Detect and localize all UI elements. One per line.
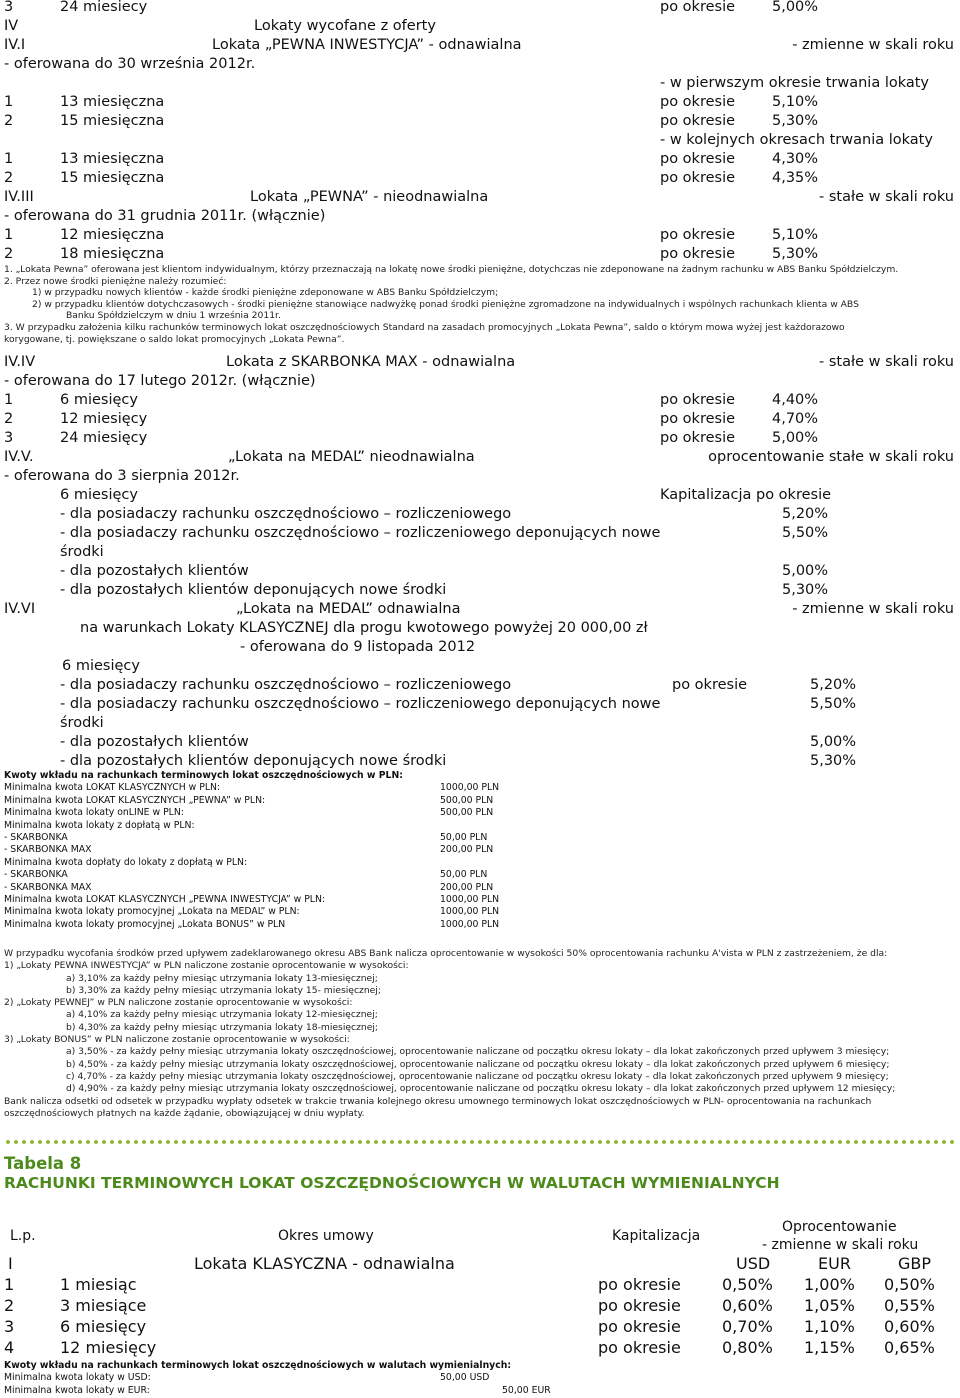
withdrawal-notes: W przypadku wycofania środków przed upływem zadeklarowanego okresu ABS Bank nalicza oprocentowanie w wysokości 50% oprocentowania rachunku A'vista w PLN z zastrzeżeniem, że dla: 1) „Lokaty PEWNA INWESTYCJA” w PLN naliczone zostanie oprocentowanie w wysokości: a) 3,10% za każdy pełny miesiąc utrzymania lokaty 13-miesięcznej; b) 3,30% za każdy pełny miesiąc utrzymania lokaty 15- miesięcznej; 2) „Lokaty PEWNEJ” w PLN naliczone zostanie oprocentowanie w wysokości: a) 4,10% za każdy pełny miesiąc utrzymania lokaty 12-miesięcznej; b) 4,30% za każdy pełny miesiąc utrzymania lokaty 18-miesięcznej; 3) „Lokaty BONUS” w PLN naliczone zostanie oprocentowanie w wysokości: a) 3,50% - za każdy pełny miesiąc utrzymania lokaty oszczędnościowej, oprocentowanie naliczane od początku okresu lokaty – dla lokat zakończonych przed upływem 3 miesięcy; b) 4,50% - za każdy pełny miesiąc utrzymania lokaty oszczędnościowej, oprocentowanie naliczane od początku okresu lokaty – dla lokat zakończonych przed upływem 6 miesięcy; c) 4,70% - za każdy pełny miesiąc utrzymania lokaty oszczędnościowej, oprocentowanie naliczane od początku okresu lokaty – dla lokat zakończonych przed upływem 9 miesięcy; d) 4,90% - za każdy pełny miesiąc utrzymania lokaty oszczędnościowej, oprocentowanie naliczane od początku okresu lokaty – dla lokat zakończonych przed upływem 12 miesięcy; Bank nalicza odsetki od odsetek w przypadku wypłaty odsetek w trakcie trwania kolejnego okresu umownego terminowych lokat oszczędnościowych w PLN- oprocentowania na rachunkach oszczędnościowych płatnych na każde żądanie, obowiązującej w dniu wypłaty.: [4, 948, 896, 1119]
rate-row: 2 15 miesięczna po okresie 5,30%: [4, 113, 819, 129]
rate-row: - dla posiadaczy rachunku oszczędnościowo – rozliczeniowego deponujących nowe 5,50%: [60, 525, 829, 541]
rate-row: - dla posiadaczy rachunku oszczędnościowo – rozliczeniowego po okresie 5,20%: [60, 677, 857, 693]
rate-row: środki: [60, 715, 104, 731]
rate-row: 2 12 miesięcy po okresie 4,70%: [4, 411, 819, 427]
header-lp: L.p.: [10, 1228, 36, 1244]
rate-row: - dla pozostałych klientów deponujących nowe środki 5,30%: [60, 753, 857, 769]
term-row: 6 miesięcy: [62, 658, 140, 674]
period-note: - w kolejnych okresach trwania lokaty: [660, 132, 933, 148]
rate-row: - dla posiadaczy rachunku oszczędnościowo – rozliczeniowego 5,20%: [60, 506, 829, 522]
rate-row: 2 15 miesięczna po okresie 4,35%: [4, 170, 819, 186]
offer-date: - oferowana do 30 września 2012r.: [4, 56, 256, 72]
rate-row: 1 6 miesięcy po okresie 4,40%: [4, 392, 819, 408]
rate-row: - dla posiadaczy rachunku oszczędnościowo – rozliczeniowego deponujących nowe 5,50%: [60, 696, 857, 712]
table-section-row: I Lokata KLASYCZNA - odnawialna USD EUR GBP: [8, 1254, 932, 1273]
header-interest-note: - zmienne w skali roku: [762, 1237, 919, 1253]
table-row: 3 6 miesięcy po okresie 0,70% 1,10% 0,60%: [4, 1317, 935, 1336]
period-note: - w pierwszym okresie trwania lokaty: [660, 75, 930, 91]
header-capitalization: Kapitalizacja: [612, 1228, 701, 1244]
table-row: 1 1 miesiąc po okresie 0,50% 1,00% 0,50%: [4, 1275, 935, 1294]
rate-row: 3 24 miesiecy po okresie 5,00%: [4, 0, 819, 15]
offer-date: - oferowana do 31 grudnia 2011r. (włącznie): [4, 208, 326, 224]
offer-date: - oferowana do 17 lutego 2012r. (włącznie): [4, 373, 316, 389]
rate-row: - dla pozostałych klientów 5,00%: [60, 563, 829, 579]
table-label: Tabela 8: [4, 1154, 82, 1173]
section-heading: IV.V. „Lokata na MEDAL” nieodnawialna oprocentowanie stałe w skali roku: [4, 449, 954, 465]
amounts-table: Kwoty wkładu na rachunkach terminowych lokat oszczędnościowych w PLN: Minimalna kwota LOKAT KLASYCZNYCH w PLN: 1000,00 PLN Minimalna kwota LOKAT KLASYCZNYCH „PEWNA” w PLN: 500,00 PLN Minimalna kwota lokaty onLINE w PLN: 500,00 PLN Minimalna kwota lokaty z dopłatą w PLN: - SKARBONKA 50,00 PLN - SKARBONKA MAX 200,00 PLN Minimalna kwota dopłaty do lokaty z dopłatą w PLN: - SKARBONKA 50,00 PLN - SKARBONKA MAX 200,00 PLN Minimalna kwota LOKAT KLASYCZNYCH „PEWNA INWESTYCJA” w PLN: 1000,00 PLN Minimalna kwota lokaty promocyjnej „Lokata na MEDAL” w PLN: 1000,00 PLN Minimalna kwota lokaty promocyjnej „Lokata BONUS” w PLN 1000,00 PLN: [4, 770, 500, 930]
rate-row: środki: [60, 544, 104, 560]
header-interest: Oprocentowanie: [782, 1219, 897, 1235]
rate-row: - dla pozostałych klientów 5,00%: [60, 734, 857, 750]
dotted-separator: [4, 1140, 954, 1144]
offer-date: - oferowana do 3 sierpnia 2012r.: [4, 468, 240, 484]
rate-row: 1 13 miesięczna po okresie 5,10%: [4, 94, 819, 110]
header-term: Okres umowy: [278, 1228, 374, 1244]
term-row: 6 miesięcy Kapitalizacja po okresie: [60, 487, 832, 503]
table-title: RACHUNKI TERMINOWYCH LOKAT OSZCZĘDNOŚCIOWYCH W WALUTACH WYMIENIALNYCH: [4, 1174, 780, 1192]
rate-row: - dla pozostałych klientów deponujących nowe środki 5,30%: [60, 582, 829, 598]
section-heading: IV.IV Lokata z SKARBONKA MAX - odnawialna - stałe w skali roku: [4, 354, 954, 370]
rate-row: 1 12 miesięczna po okresie 5,10%: [4, 227, 819, 243]
section-heading: IV.I Lokata „PEWNA INWESTYCJA” - odnawialna - zmienne w skali roku: [4, 37, 954, 53]
section-heading: IV.VI „Lokata na MEDAL” odnawialna - zmienne w skali roku: [4, 601, 954, 617]
section-heading: IV Lokaty wycofane z oferty: [4, 18, 436, 34]
rate-row: 3 24 miesięcy po okresie 5,00%: [4, 430, 819, 446]
rate-row: 1 13 miesięczna po okresie 4,30%: [4, 151, 819, 167]
conditions-note: na warunkach Lokaty KLASYCZNEJ dla progu kwotowego powyżej 20 000,00 zł: [80, 620, 648, 636]
offer-date: - oferowana do 9 listopada 2012: [240, 639, 476, 655]
table-row: 4 12 miesięcy po okresie 0,80% 1,15% 0,65%: [4, 1338, 935, 1357]
rate-row: 2 18 miesięczna po okresie 5,30%: [4, 246, 819, 262]
section-heading: IV.III Lokata „PEWNA” - nieodnawialna - stałe w skali roku: [4, 189, 954, 205]
fx-amounts: Kwoty wkładu na rachunkach terminowych lokat oszczędnościowych w walutach wymienialnych: Minimalna kwota lokaty w USD: 50,00 USD Minimalna kwota lokaty w EUR: 50,00 EUR: [4, 1360, 551, 1396]
footnotes: 1. „Lokata Pewna” oferowana jest klientom indywidualnym, którzy przeznaczają na lokatę nowe środki pieniężne, dotychczas nie zdeponowane na żadnym rachunku w ABS Banku Spółdzielczym. 2. Przez nowe środki pieniężne należy rozumieć: 1) w przypadku nowych klientów - każde środki pieniężne zdeponowane w ABS Banku Spółdzielczym; 2) w przypadku klientów dotychczasowych - środki pieniężne stanowiące nadwyżkę ponad środki pieniężne zgromadzone na indywidualnych i wspólnych rachunkach klienta w ABS Banku Spółdzielczym w dniu 1 września 2011r. 3. W przypadku założenia kilku rachunków terminowych lokat oszczędnościowych Standard na zasadach promocyjnych „Lokata Pewna”, saldo o którym mowa wyżej jest każdorazowo korygowane, tj. powiększane o saldo lokat promocyjnych „Lokata Pewna”.: [4, 264, 899, 345]
table-row: 2 3 miesiące po okresie 0,60% 1,05% 0,55%: [4, 1296, 935, 1315]
